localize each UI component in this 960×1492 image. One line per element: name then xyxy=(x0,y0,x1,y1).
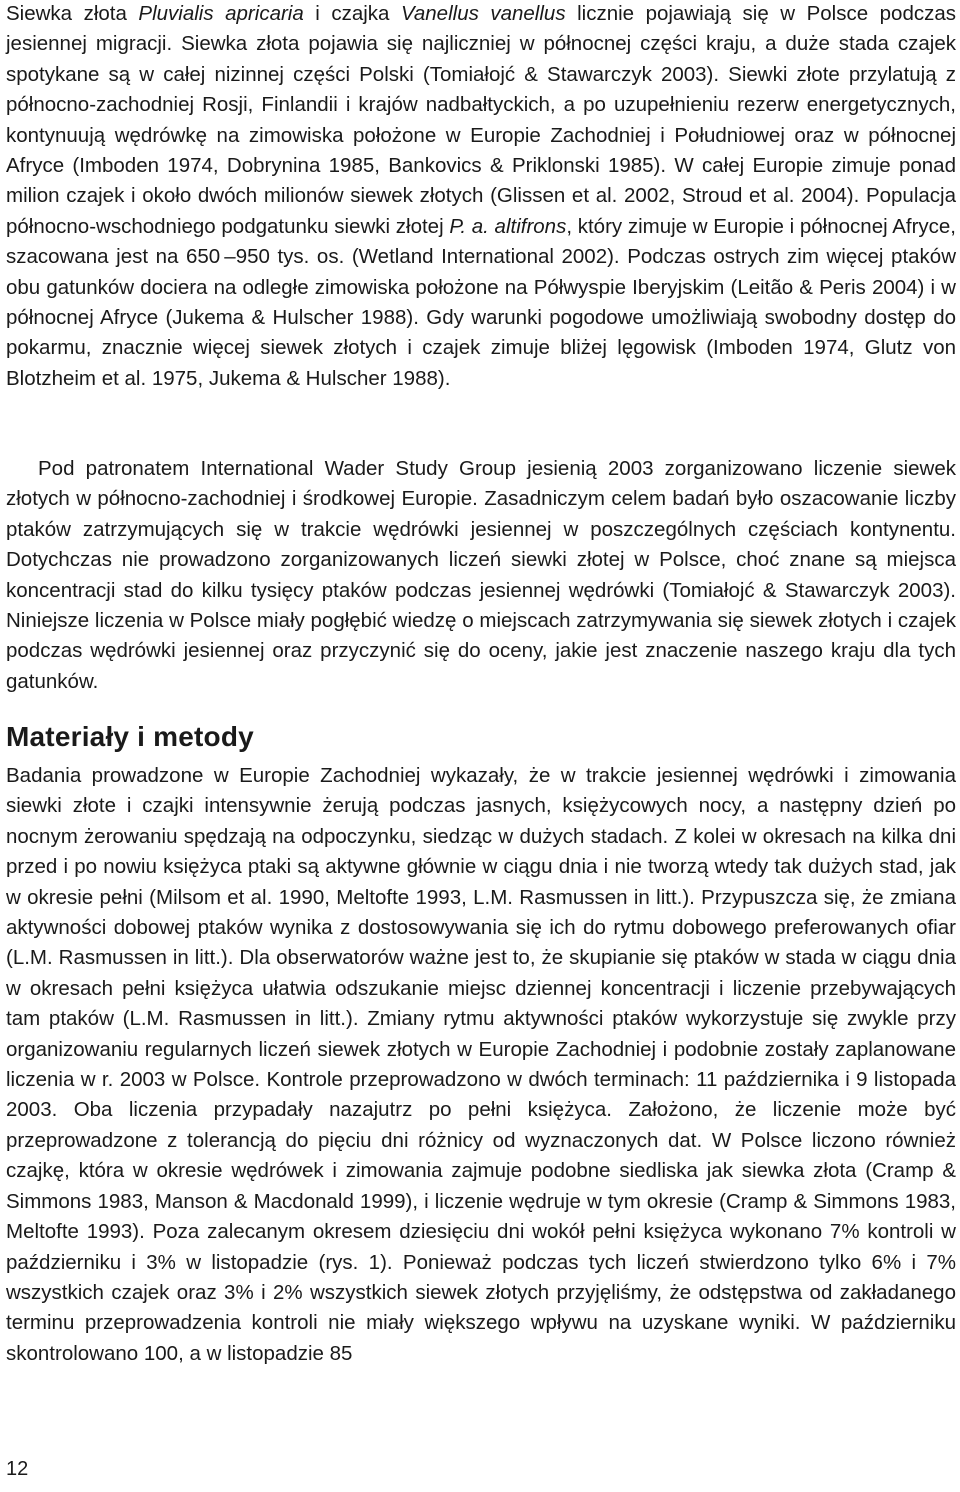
page-number: 12 xyxy=(6,1458,29,1480)
study-aim-paragraph: Pod patronatem International Wader Study Group jesienią 2003 zorganizowano liczenie siewek złotych w północno-zachodniej i środkowej Europie. Zasadniczym celem badań było oszacowanie liczby ptaków zatrzymujących się w trakcie wędrówki jesiennej w poszczególnych częściach kontynentu. Dotychczas nie prowadzono zorganizowanych liczeń siewki złotej w Polsce, choć znane są miejsca koncentracji stad do kilku tysięcy ptaków podczas jesiennej wędrówki (Tomiałojć & Stawarczyk 2003). Niniejsze liczenia w Polsce miały pogłębić wiedzę o miejscach zatrzymywania się siewek złotych i czajek podczas wędrówki jesiennej oraz przyczynić się do oceny, jakie jest znaczenie naszego kraju dla tych gatunków. xyxy=(6,457,956,693)
intro-paragraph xyxy=(6,0,956,394)
methods-paragraph-block xyxy=(6,761,956,1369)
section-heading-methods: Materiały i metody xyxy=(6,721,254,752)
species-name-golden-plover: Pluvialis apricaria xyxy=(138,2,304,25)
intro-paragraph-block xyxy=(6,0,956,394)
section-heading-block xyxy=(6,720,956,754)
intro-text-part-2: i czajka xyxy=(303,2,401,25)
species-name-lapwing: Vanellus vanellus xyxy=(400,2,566,25)
intro-text-part-3: licznie pojawiają się w Polsce podczas jesiennej migracji. Siewka złota pojawia się najliczniej w północnej części kraju, a duże stada czajek spotykane są w całej nizinnej części Polski (Tomiałojć & Stawarczyk 2003). Siewki złote przylatują z północno-zachodniej Rosji, Finlandii i krajów nadbałtyckich, a po uzupełnieniu rezerw energetycznych, kontynuują wędrówkę na zimowiska położone w Europie Zachodniej i Południowej oraz w północnej Afryce (Imboden 1974, Dobrynina 1985, Bankovics & Priklonski 1985). W całej Europie zimuje ponad milion czajek i około dwóch milionów siewek złotych (Glissen et al. 2002, Stroud et al. 2004). Populacja północno-wschodniego podgatunku siewki złotej xyxy=(6,2,956,238)
subspecies-name: P. a. altifrons xyxy=(449,214,567,238)
methods-paragraph: Badania prowadzone w Europie Zachodniej wykazały, że w trakcie jesiennej wędrówki i zimowania siewki złote i czajki intensywnie żerują podczas jasnych, księżycowych nocy, a następny dzień po nocnym żerowaniu spędzają na odpoczynku, siedząc w dużych stadach. Z kolei w okresach na kilka dni przed i po nowiu księżyca ptaki są aktywne głównie w ciągu dnia i nie tworzą wtedy tak dużych stad, jak w okresie pełni (Milsom et al. 1990, Meltofte 1993, L.M. Rasmussen in litt.). Przypuszcza się, że zmiana aktywności dobowej ptaków wynika z dostosowywania się ich do rytmu dobowego preferowanych ofiar (L.M. Rasmussen in litt.). Dla obserwatorów ważne jest to, że skupianie się ptaków w stada w ciągu dnia w okresach pełni księżyca ułatwia odszukanie miejsc dziennej koncentracji i liczenie przebywających tam ptaków (L.M. Rasmussen in litt.). Zmiany rytmu aktywności ptaków wykorzystuje się zwykle przy organizowaniu regularnych liczeń siewek złotych w Europie Zachodniej i podobnie zostały zaplanowane liczenia w r. 2003 w Polsce. Kontrole przeprowadzono w dwóch terminach: 11 października i 9 listopada 2003. Oba liczenia przypadały nazajutrz po pełni księżyca. Założono, że liczenie może być przeprowadzone z tolerancją do pięciu dni różnicy od wyznaczonych dat. W Polsce liczono również czajkę, która w okresie wędrówek i zimowania zajmuje podobne siedliska jak siewka złota (Cramp & Simmons 1983, Manson & Macdonald 1999), i liczenie wędruje w tym okresie (Cramp & Simmons 1983, Meltofte 1993). Poza zalecanym okresem dziesięciu dni wokół pełni księżyca wykonano 7% kontroli w październiku i 3% w listopadzie (rys. 1). Ponieważ podczas tych liczeń stwierdzono tylko 6% i 7% wszystkich czajek oraz 3% i 2% wszystkich siewek złotych przyjęliśmy, że odstępstwa od zakładanego terminu przeprowadzenia kontroli nie miały większego wpływu na uzyskane wyniki. W październiku skontrolowano 100, a w listopadzie 85 xyxy=(6,764,956,1365)
intro-text-part-4: , który zimuje w Europie i północnej Afryce, szacowana jest na 650 –950 tys. os. (Wetland International 2002). Podczas ostrych zim więcej ptaków obu gatunków dociera na odległe zimowiska położone na Półwyspie Iberyjskim (Leitão & Peris 2004) i w północnej Afryce (Jukema & Hulscher 1988). Gdy warunki pogodowe umożliwiają swobodny dostęp do pokarmu, znacznie więcej siewek złotych i czajek zimuje bliżej lęgowisk (Imboden 1974, Glutz von Blotzheim et al. 1975, Jukema & Hulscher 1988). xyxy=(6,214,957,390)
study-aim-paragraph-block xyxy=(6,454,956,697)
intro-text-part-1: Siewka złota xyxy=(6,2,139,25)
